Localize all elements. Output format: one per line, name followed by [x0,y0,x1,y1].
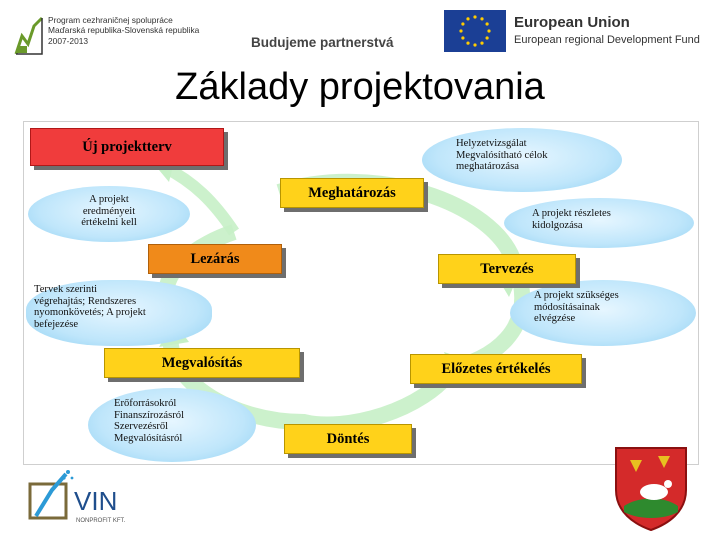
cloud-resources: Erőforrásokról Finanszírozásról Szervezésről Megvalósításról [88,388,256,462]
eu-star-icon [480,42,483,45]
eu-star-icon [473,15,476,18]
eu-star-icon [487,29,490,32]
box-decision: Döntés [284,424,412,454]
eu-star-icon [466,17,469,20]
eu-star-icon [461,36,464,39]
box-definition: Meghatározás [280,178,424,208]
eu-star-icon [486,22,489,25]
eu-subtitle: European regional Development Fund [514,34,700,46]
eu-star-icon [473,43,476,46]
program-line-1: Program cezhraničnej spolupráce [48,15,173,25]
box-planning: Tervezés [438,254,576,284]
partnership-slogan: Budujeme partnerstvá [251,35,394,50]
cloud-detailed: A projekt részletes kidolgozása [504,198,694,248]
vin-sub: NONPROFIT KFT. [76,518,126,524]
vin-logo-icon [28,468,148,528]
eu-star-icon [459,29,462,32]
program-logo-icon [14,14,44,58]
eu-star-icon [480,17,483,20]
page-title: Základy projektovania [175,66,545,108]
cloud-evaluate: A projekt eredményeit értékelni kell [28,186,190,242]
eu-star-icon [466,42,469,45]
box-closing: Lezárás [148,244,282,274]
program-text [48,15,199,46]
eu-flag-icon [444,10,506,52]
box-prelim-eval: Előzetes értékelés [410,354,582,384]
box-realization: Megvalósítás [104,348,300,378]
cloud-modifications: A projekt szükséges módosításainak elvégzése [510,280,696,346]
cloud-execution: Tervek szerinti végrehajtás; Rendszeres nyomonkövetés; A projekt befejezése [26,280,212,346]
eu-star-icon [486,36,489,39]
program-line-3: 2007-2013 [48,35,89,46]
cloud-situation: Helyzetvizsgálat Megvalósítható célok meghatározása [422,128,622,192]
box-new-plan: Új projektterv [30,128,224,166]
project-cycle-diagram [23,121,699,465]
program-line-2: Maďarská republika-Slovenská republika [48,25,200,36]
coat-of-arms-icon [614,446,688,532]
eu-star-icon [461,22,464,25]
eu-title: European Union [514,14,630,31]
vin-name: VIN [74,486,118,516]
